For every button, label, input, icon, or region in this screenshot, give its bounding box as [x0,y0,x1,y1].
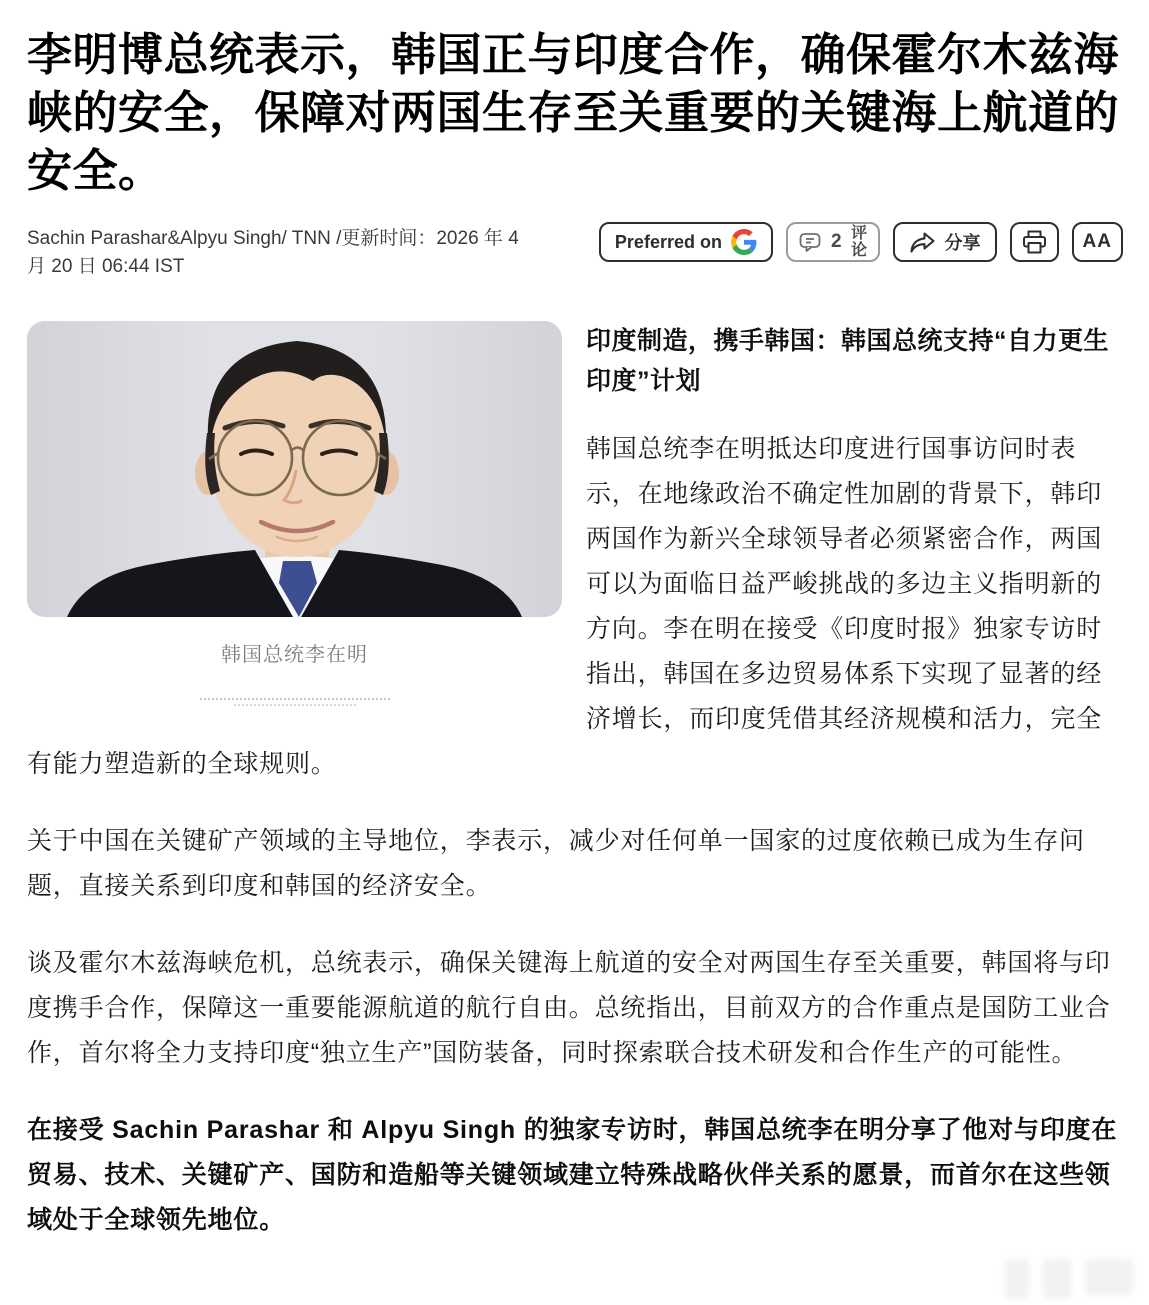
speech-bubble-icon [798,230,822,254]
article-body [27,321,1123,1243]
article-paragraph-4-bold: 在接受 Sachin Parashar 和 Alpyu Singh 的独家专访时，韩国总统李在明分享了他对与印度在贸易、技术、关键矿产、国防和造船等关键领域建立特殊战略伙伴关系的愿景，而首尔在这些领域处于全球领先地位。 [27,1116,1118,1234]
comments-label: 评论 [851,225,868,259]
text-size-label: AA [1082,231,1112,252]
google-g-icon [731,229,757,255]
text-size-button[interactable] [1072,222,1123,262]
article-subheading: 印度制造，携手韩国：韩国总统支持“自力更生印度”计划 [586,327,1110,395]
share-button[interactable] [893,222,997,262]
comments-count: 2 [830,231,842,252]
article-paragraph-3: 谈及霍尔木兹海峡危机，总统表示，确保关键海上航道的安全对两国生存至关重要，韩国将与印度携手合作，保障这一重要能源航道的航行自由。总统指出，目前双方的合作重点是国防工业合作，首尔将全力支持印度“独立生产”国防装备，同时探索联合技术研发和合作生产的可能性。 [27,949,1111,1067]
dotted-separator [200,698,390,700]
toolbar [599,222,1123,262]
page-title: 李明博总统表示，韩国正与印度合作，确保霍尔木兹海峡的安全，保障对两国生存至关重要的关键海上航道的安全。 [27,29,1120,196]
share-arrow-icon [909,230,936,255]
article-paragraph-1: 韩国总统李在明抵达印度进行国事访问时表示，在地缘政治不确定性加剧的背景下，韩印两国作为新兴全球领导者必须紧密合作，两国可以为面临日益严峻挑战的多边主义指明新的方向。李在明在接受《印度时报》独家专访时指出，韩国在多边贸易体系下实现了显著的经济增长，而印度凭借其经济规模和活力，完全有能力塑造新的全球规则。 [27,435,1103,778]
watermark [1005,1259,1133,1299]
preferred-on-label: Preferred on [614,231,722,252]
byline: Sachin Parashar&Alpyu Singh/ TNN /更新时间：2026 年 4 月 20 日 06:44 IST [27,228,519,277]
president-portrait-photo [27,321,562,617]
article-figure [27,321,562,706]
comments-button[interactable] [786,222,880,262]
meta-row [27,222,1123,281]
preferred-on-google-button[interactable] [599,222,773,262]
dotted-separator-2 [234,704,356,706]
printer-icon [1021,229,1048,256]
article-paragraph-2: 关于中国在关键矿产领域的主导地位，李表示，减少对任何单一国家的过度依赖已成为生存问题，直接关系到印度和韩国的经济安全。 [27,827,1085,900]
figure-caption: 韩国总统李在明 [221,644,368,666]
print-button[interactable] [1010,222,1059,262]
share-label: 分享 [944,233,981,253]
